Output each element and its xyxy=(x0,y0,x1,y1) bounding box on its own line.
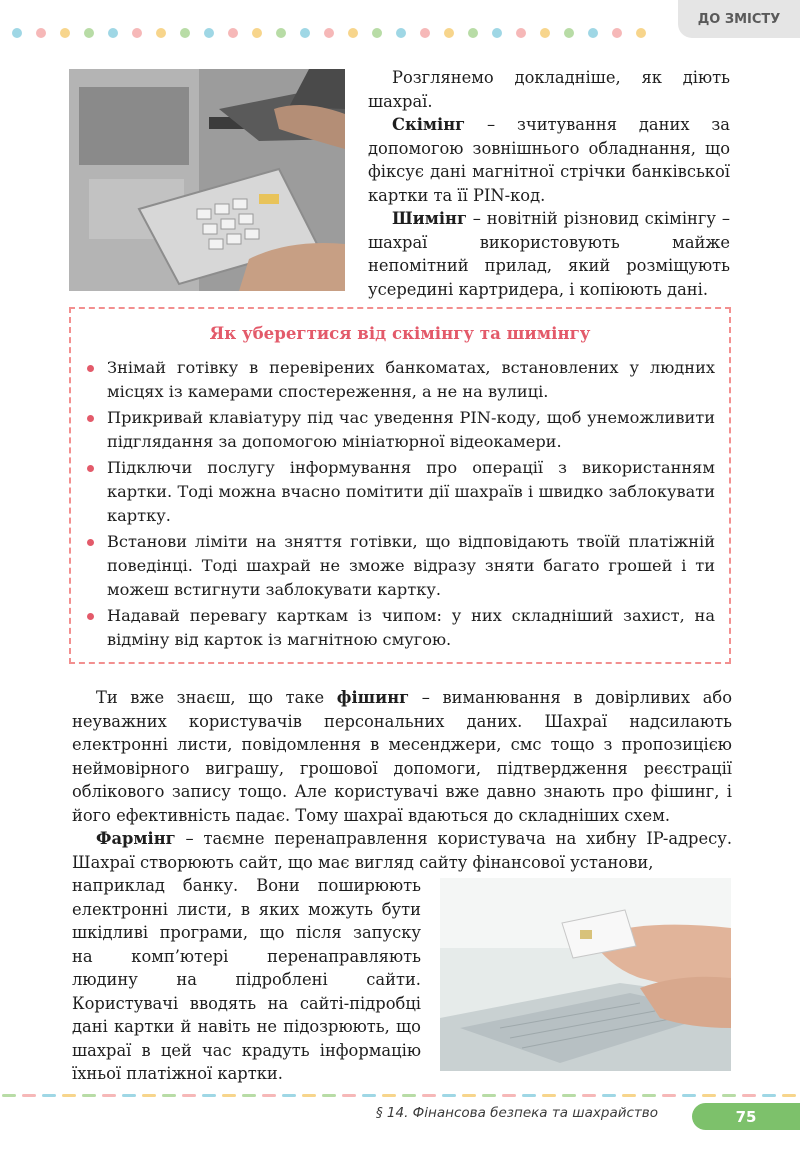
tip-text: Підключи послугу інформування про операції з використанням картки. Тоді можна вчасно помітити дії шахраїв і швидко заблокувати картку. xyxy=(107,458,715,525)
decor-dot xyxy=(396,28,406,38)
decor-dash xyxy=(282,1094,296,1097)
decor-dot xyxy=(36,28,46,38)
section-footer: § 14. Фінансова безпека та шахрайство xyxy=(375,1105,658,1121)
decor-dash xyxy=(62,1094,76,1097)
decor-dash xyxy=(482,1094,496,1097)
phishing-term: фішинг xyxy=(336,688,410,707)
tip-text: Встанови ліміти на зняття готівки, що відповідають твоїй платіжній поведінці. Тоді шахрай не зможе відразу зняти багато грошей і ти можеш встигнути заблокувати картку. xyxy=(107,532,715,599)
decor-dash xyxy=(442,1094,456,1097)
decor-dot xyxy=(612,28,622,38)
skimming-term: Скімінг xyxy=(392,115,466,134)
bottom-dash-row xyxy=(0,1094,800,1098)
decor-dot xyxy=(300,28,310,38)
pharming-continuation xyxy=(72,874,421,1086)
decor-dot xyxy=(372,28,382,38)
phishing-section xyxy=(72,686,732,874)
decor-dot xyxy=(204,28,214,38)
decor-dot xyxy=(84,28,94,38)
decor-dot xyxy=(564,28,574,38)
decor-dot xyxy=(180,28,190,38)
laptop-card-photo xyxy=(440,878,731,1071)
decor-dot xyxy=(108,28,118,38)
phishing-paragraph xyxy=(72,686,732,827)
decor-dash xyxy=(42,1094,56,1097)
decor-dash xyxy=(202,1094,216,1097)
bullet-icon xyxy=(87,539,94,546)
tip-text: Надавай перевагу карткам із чипом: у них складніший захист, на відміну від карток із магнітною смугою. xyxy=(107,606,715,649)
decor-dash xyxy=(262,1094,276,1097)
table-of-contents-link[interactable]: ДО ЗМІСТУ xyxy=(678,0,800,38)
decor-dash xyxy=(782,1094,796,1097)
tip-text: Прикривай клавіатуру під час уведення PIN-коду, щоб унеможливити підглядання за допомогою мініатюрної відеокамери. xyxy=(107,408,715,451)
tip-item xyxy=(85,456,715,528)
decor-dash xyxy=(722,1094,736,1097)
decor-dash xyxy=(82,1094,96,1097)
decor-dot xyxy=(636,28,646,38)
decor-dash xyxy=(402,1094,416,1097)
decor-dot xyxy=(444,28,454,38)
decor-dash xyxy=(642,1094,656,1097)
phishing-lead: Ти вже знаєш, що таке xyxy=(96,688,337,707)
bullet-icon xyxy=(87,613,94,620)
decor-dash xyxy=(702,1094,716,1097)
decor-dash xyxy=(322,1094,336,1097)
decor-dash xyxy=(522,1094,536,1097)
shimming-definition: – новітній різновид скімінгу – шахраї використовують майже непомітний прилад, який розміщують усередині картридера, і копіюють дані. xyxy=(368,209,730,299)
decor-dash xyxy=(242,1094,256,1097)
decor-dash xyxy=(582,1094,596,1097)
decor-dash xyxy=(462,1094,476,1097)
decor-dash xyxy=(2,1094,16,1097)
intro-paragraph: Розглянемо докладніше, як діють шахраї. xyxy=(368,68,730,111)
shimming-term: Шимінг xyxy=(392,209,467,228)
decor-dash xyxy=(102,1094,116,1097)
decor-dot xyxy=(324,28,334,38)
decor-dash xyxy=(602,1094,616,1097)
decor-dash xyxy=(742,1094,756,1097)
decor-dash xyxy=(662,1094,676,1097)
decor-dot xyxy=(228,28,238,38)
decor-dot xyxy=(252,28,262,38)
decor-dash xyxy=(362,1094,376,1097)
skimming-definition: – зчитування даних за допомогою зовнішнього обладнання, що фіксує дані магнітної стрічки банківської картки та її PIN-код. xyxy=(368,115,730,205)
pharming-paragraph xyxy=(72,827,732,874)
decor-dash xyxy=(562,1094,576,1097)
tip-text: Знімай готівку в перевірених банкоматах, встановлених у людних місцях із камерами спостереження, а не на вулиці. xyxy=(107,358,715,401)
decor-dot xyxy=(588,28,598,38)
decor-dot xyxy=(468,28,478,38)
bullet-icon xyxy=(87,365,94,372)
skimming-paragraph xyxy=(368,113,730,207)
decor-dash xyxy=(382,1094,396,1097)
top-dot-row xyxy=(12,28,646,38)
decor-dash xyxy=(622,1094,636,1097)
decor-dash xyxy=(422,1094,436,1097)
decor-dash xyxy=(682,1094,696,1097)
decor-dash xyxy=(22,1094,36,1097)
shimming-paragraph xyxy=(368,207,730,301)
decor-dash xyxy=(762,1094,776,1097)
decor-dot xyxy=(276,28,286,38)
atm-skimming-photo xyxy=(69,69,345,291)
decor-dot xyxy=(420,28,430,38)
decor-dot xyxy=(132,28,142,38)
decor-dot xyxy=(156,28,166,38)
pharming-definition: – таємне перенаправлення користувача на хибну IP-адресу. Шахраї створюють сайт, що має вигляд сайту фінансової установи, xyxy=(72,829,732,872)
decor-dash xyxy=(182,1094,196,1097)
decor-dot xyxy=(516,28,526,38)
bullet-icon xyxy=(87,415,94,422)
tip-item xyxy=(85,356,715,404)
tips-box xyxy=(69,307,731,664)
tip-item xyxy=(85,406,715,454)
decor-dash xyxy=(142,1094,156,1097)
decor-dash xyxy=(302,1094,316,1097)
intro-text xyxy=(368,66,730,301)
decor-dash xyxy=(162,1094,176,1097)
decor-dash xyxy=(122,1094,136,1097)
page-number: 75 xyxy=(692,1103,800,1130)
decor-dot xyxy=(60,28,70,38)
tip-item xyxy=(85,604,715,652)
decor-dot xyxy=(492,28,502,38)
decor-dot xyxy=(12,28,22,38)
decor-dash xyxy=(542,1094,556,1097)
decor-dot xyxy=(348,28,358,38)
tips-list xyxy=(85,356,715,654)
tips-box-title: Як уберегтися від скімінгу та шимінгу xyxy=(209,323,591,343)
decor-dot xyxy=(540,28,550,38)
pharming-continuation-text: наприклад банку. Вони поширюють електронні листи, в яких можуть бути шкідливі програми, що після запуску на комп’ютері перенаправляють людину на підроблені сайти. Користувачі вводять на сайті-підробці дані картки й навіть не підозрюють, що шахраї в цей час крадуть інформацію їхньої платіжної картки. xyxy=(72,876,421,1083)
bullet-icon xyxy=(87,465,94,472)
phishing-definition: – виманювання в довірливих або неуважних користувачів персональних даних. Шахраї надсилають електронні листи, повідомлення в месенджери, смс тощо з пропозицією неймовірного виграшу, грошової допомоги, підтвердження реєстрації облікового запису тощо. Але користувачі вже давно знають про фішинг, і його ефективність падає. Тому шахраї вдаються до складніших схем. xyxy=(72,688,732,825)
pharming-term: Фармінг xyxy=(96,829,176,848)
decor-dash xyxy=(222,1094,236,1097)
decor-dash xyxy=(502,1094,516,1097)
tip-item xyxy=(85,530,715,602)
decor-dash xyxy=(342,1094,356,1097)
